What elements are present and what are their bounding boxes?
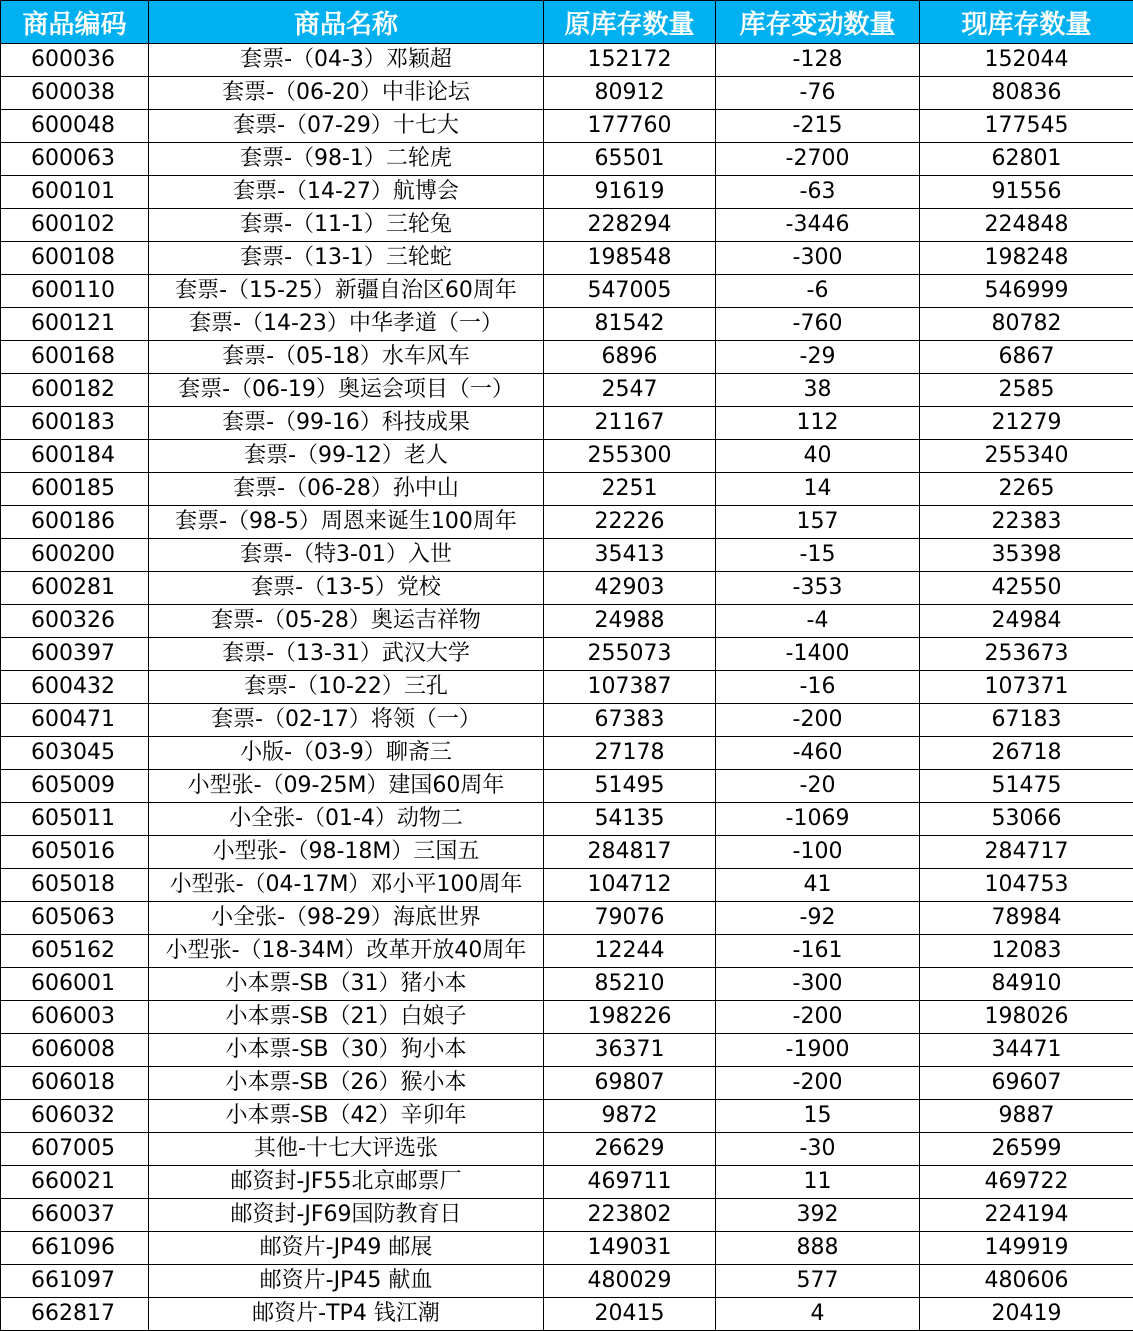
product-code-cell[interactable]: 600200 bbox=[1, 539, 149, 572]
product-name-cell[interactable]: 套票-（98-1）二轮虎 bbox=[149, 143, 544, 176]
stock-change-cell[interactable]: 392 bbox=[716, 1199, 920, 1232]
current-stock-cell[interactable]: 53066 bbox=[920, 803, 1133, 836]
original-stock-cell[interactable]: 12244 bbox=[544, 935, 716, 968]
stock-change-cell[interactable]: -200 bbox=[716, 1067, 920, 1100]
table-row[interactable] bbox=[1, 1199, 1133, 1232]
table-row[interactable] bbox=[1, 1001, 1133, 1034]
product-name-cell[interactable]: 套票-（99-16）科技成果 bbox=[149, 407, 544, 440]
current-stock-cell[interactable]: 22383 bbox=[920, 506, 1133, 539]
current-stock-cell[interactable]: 177545 bbox=[920, 110, 1133, 143]
original-stock-cell[interactable]: 80912 bbox=[544, 77, 716, 110]
product-name-cell[interactable]: 邮资片-JP49 邮展 bbox=[149, 1232, 544, 1265]
product-code-cell[interactable]: 606018 bbox=[1, 1067, 149, 1100]
original-stock-cell[interactable]: 6896 bbox=[544, 341, 716, 374]
original-stock-cell[interactable]: 104712 bbox=[544, 869, 716, 902]
current-stock-cell[interactable]: 91556 bbox=[920, 176, 1133, 209]
stock-change-cell[interactable]: -300 bbox=[716, 968, 920, 1001]
product-code-cell[interactable]: 607005 bbox=[1, 1133, 149, 1166]
stock-change-cell[interactable]: -6 bbox=[716, 275, 920, 308]
table-row[interactable] bbox=[1, 1166, 1133, 1199]
product-name-cell[interactable]: 套票-（13-5）党校 bbox=[149, 572, 544, 605]
table-row[interactable] bbox=[1, 275, 1133, 308]
original-stock-cell[interactable]: 547005 bbox=[544, 275, 716, 308]
original-stock-cell[interactable]: 65501 bbox=[544, 143, 716, 176]
product-code-cell[interactable]: 661096 bbox=[1, 1232, 149, 1265]
product-code-cell[interactable]: 605162 bbox=[1, 935, 149, 968]
product-name-cell[interactable]: 套票-（02-17）将领（一） bbox=[149, 704, 544, 737]
product-code-cell[interactable]: 606008 bbox=[1, 1034, 149, 1067]
table-row[interactable] bbox=[1, 110, 1133, 143]
current-stock-cell[interactable]: 546999 bbox=[920, 275, 1133, 308]
current-stock-cell[interactable]: 84910 bbox=[920, 968, 1133, 1001]
table-row[interactable] bbox=[1, 605, 1133, 638]
table-row[interactable] bbox=[1, 737, 1133, 770]
original-stock-cell[interactable]: 27178 bbox=[544, 737, 716, 770]
product-code-cell[interactable]: 600108 bbox=[1, 242, 149, 275]
stock-change-cell[interactable]: -300 bbox=[716, 242, 920, 275]
table-row[interactable] bbox=[1, 1298, 1133, 1331]
current-stock-cell[interactable]: 80782 bbox=[920, 308, 1133, 341]
product-name-cell[interactable]: 小全张-（98-29）海底世界 bbox=[149, 902, 544, 935]
product-code-cell[interactable]: 606032 bbox=[1, 1100, 149, 1133]
product-code-cell[interactable]: 600183 bbox=[1, 407, 149, 440]
current-stock-cell[interactable]: 255340 bbox=[920, 440, 1133, 473]
product-name-cell[interactable]: 套票-（98-5）周恩来诞生100周年 bbox=[149, 506, 544, 539]
product-name-cell[interactable]: 小本票-SB（31）猪小本 bbox=[149, 968, 544, 1001]
column-header-product-code[interactable]: 商品编码 bbox=[1, 1, 149, 44]
product-code-cell[interactable]: 600184 bbox=[1, 440, 149, 473]
stock-change-cell[interactable]: -2700 bbox=[716, 143, 920, 176]
stock-change-cell[interactable]: 38 bbox=[716, 374, 920, 407]
product-code-cell[interactable]: 600471 bbox=[1, 704, 149, 737]
stock-change-cell[interactable]: -92 bbox=[716, 902, 920, 935]
stock-change-cell[interactable]: 4 bbox=[716, 1298, 920, 1331]
table-row[interactable] bbox=[1, 374, 1133, 407]
current-stock-cell[interactable]: 42550 bbox=[920, 572, 1133, 605]
stock-change-cell[interactable]: -76 bbox=[716, 77, 920, 110]
original-stock-cell[interactable]: 54135 bbox=[544, 803, 716, 836]
table-row[interactable] bbox=[1, 440, 1133, 473]
stock-change-cell[interactable]: -63 bbox=[716, 176, 920, 209]
original-stock-cell[interactable]: 198226 bbox=[544, 1001, 716, 1034]
table-row[interactable] bbox=[1, 44, 1133, 77]
current-stock-cell[interactable]: 107371 bbox=[920, 671, 1133, 704]
stock-change-cell[interactable]: -4 bbox=[716, 605, 920, 638]
table-row[interactable] bbox=[1, 308, 1133, 341]
current-stock-cell[interactable]: 34471 bbox=[920, 1034, 1133, 1067]
product-name-cell[interactable]: 套票-（13-1）三轮蛇 bbox=[149, 242, 544, 275]
product-code-cell[interactable]: 600101 bbox=[1, 176, 149, 209]
column-header-product-name[interactable]: 商品名称 bbox=[149, 1, 544, 44]
product-code-cell[interactable]: 605009 bbox=[1, 770, 149, 803]
product-code-cell[interactable]: 605018 bbox=[1, 869, 149, 902]
product-name-cell[interactable]: 套票-（14-27）航博会 bbox=[149, 176, 544, 209]
original-stock-cell[interactable]: 469711 bbox=[544, 1166, 716, 1199]
current-stock-cell[interactable]: 149919 bbox=[920, 1232, 1133, 1265]
product-code-cell[interactable]: 600182 bbox=[1, 374, 149, 407]
original-stock-cell[interactable]: 9872 bbox=[544, 1100, 716, 1133]
original-stock-cell[interactable]: 67383 bbox=[544, 704, 716, 737]
stock-change-cell[interactable]: 888 bbox=[716, 1232, 920, 1265]
product-code-cell[interactable]: 600102 bbox=[1, 209, 149, 242]
current-stock-cell[interactable]: 2585 bbox=[920, 374, 1133, 407]
product-code-cell[interactable]: 661097 bbox=[1, 1265, 149, 1298]
table-row[interactable] bbox=[1, 869, 1133, 902]
table-row[interactable] bbox=[1, 209, 1133, 242]
current-stock-cell[interactable]: 69607 bbox=[920, 1067, 1133, 1100]
product-name-cell[interactable]: 其他-十七大评选张 bbox=[149, 1133, 544, 1166]
product-code-cell[interactable]: 600185 bbox=[1, 473, 149, 506]
product-code-cell[interactable]: 606003 bbox=[1, 1001, 149, 1034]
current-stock-cell[interactable]: 80836 bbox=[920, 77, 1133, 110]
stock-change-cell[interactable]: 577 bbox=[716, 1265, 920, 1298]
table-row[interactable] bbox=[1, 1232, 1133, 1265]
original-stock-cell[interactable]: 149031 bbox=[544, 1232, 716, 1265]
table-row[interactable] bbox=[1, 143, 1133, 176]
stock-change-cell[interactable]: -15 bbox=[716, 539, 920, 572]
original-stock-cell[interactable]: 177760 bbox=[544, 110, 716, 143]
stock-change-cell[interactable]: -200 bbox=[716, 1001, 920, 1034]
product-name-cell[interactable]: 套票-（05-18）水车风车 bbox=[149, 341, 544, 374]
original-stock-cell[interactable]: 228294 bbox=[544, 209, 716, 242]
stock-change-cell[interactable]: -1069 bbox=[716, 803, 920, 836]
product-name-cell[interactable]: 邮资片-JP45 献血 bbox=[149, 1265, 544, 1298]
original-stock-cell[interactable]: 26629 bbox=[544, 1133, 716, 1166]
product-name-cell[interactable]: 套票-（11-1）三轮兔 bbox=[149, 209, 544, 242]
original-stock-cell[interactable]: 69807 bbox=[544, 1067, 716, 1100]
original-stock-cell[interactable]: 81542 bbox=[544, 308, 716, 341]
table-row[interactable] bbox=[1, 242, 1133, 275]
product-code-cell[interactable]: 600036 bbox=[1, 44, 149, 77]
table-body bbox=[1, 44, 1133, 1331]
stock-change-cell[interactable]: -29 bbox=[716, 341, 920, 374]
original-stock-cell[interactable]: 198548 bbox=[544, 242, 716, 275]
original-stock-cell[interactable]: 2547 bbox=[544, 374, 716, 407]
column-header-current-stock[interactable]: 现库存数量 bbox=[920, 1, 1133, 44]
table-row[interactable] bbox=[1, 671, 1133, 704]
current-stock-cell[interactable]: 469722 bbox=[920, 1166, 1133, 1199]
product-code-cell[interactable]: 600063 bbox=[1, 143, 149, 176]
current-stock-cell[interactable]: 78984 bbox=[920, 902, 1133, 935]
product-name-cell[interactable]: 小版-（03-9）聊斋三 bbox=[149, 737, 544, 770]
product-code-cell[interactable]: 600038 bbox=[1, 77, 149, 110]
product-code-cell[interactable]: 600048 bbox=[1, 110, 149, 143]
table-row[interactable] bbox=[1, 1265, 1133, 1298]
current-stock-cell[interactable]: 104753 bbox=[920, 869, 1133, 902]
stock-change-cell[interactable]: -760 bbox=[716, 308, 920, 341]
product-code-cell[interactable]: 660037 bbox=[1, 1199, 149, 1232]
current-stock-cell[interactable]: 51475 bbox=[920, 770, 1133, 803]
current-stock-cell[interactable]: 62801 bbox=[920, 143, 1133, 176]
original-stock-cell[interactable]: 36371 bbox=[544, 1034, 716, 1067]
product-name-cell[interactable]: 小本票-SB（30）狗小本 bbox=[149, 1034, 544, 1067]
table-row[interactable] bbox=[1, 1034, 1133, 1067]
table-row[interactable] bbox=[1, 341, 1133, 374]
original-stock-cell[interactable]: 35413 bbox=[544, 539, 716, 572]
current-stock-cell[interactable]: 253673 bbox=[920, 638, 1133, 671]
product-code-cell[interactable]: 605011 bbox=[1, 803, 149, 836]
stock-change-cell[interactable]: -200 bbox=[716, 704, 920, 737]
current-stock-cell[interactable]: 9887 bbox=[920, 1100, 1133, 1133]
original-stock-cell[interactable]: 24988 bbox=[544, 605, 716, 638]
product-name-cell[interactable]: 套票-（特3-01）入世 bbox=[149, 539, 544, 572]
original-stock-cell[interactable]: 85210 bbox=[544, 968, 716, 1001]
product-name-cell[interactable]: 套票-（14-23）中华孝道（一） bbox=[149, 308, 544, 341]
table-row[interactable] bbox=[1, 935, 1133, 968]
table-row[interactable] bbox=[1, 638, 1133, 671]
stock-change-cell[interactable]: 157 bbox=[716, 506, 920, 539]
product-name-cell[interactable]: 小本票-SB（42）辛卯年 bbox=[149, 1100, 544, 1133]
product-name-cell[interactable]: 小型张-（09-25M）建国60周年 bbox=[149, 770, 544, 803]
product-code-cell[interactable]: 600326 bbox=[1, 605, 149, 638]
original-stock-cell[interactable]: 20415 bbox=[544, 1298, 716, 1331]
product-code-cell[interactable]: 603045 bbox=[1, 737, 149, 770]
column-header-original-stock[interactable]: 原库存数量 bbox=[544, 1, 716, 44]
current-stock-cell[interactable]: 26599 bbox=[920, 1133, 1133, 1166]
product-name-cell[interactable]: 套票-（13-31）武汉大学 bbox=[149, 638, 544, 671]
current-stock-cell[interactable]: 198026 bbox=[920, 1001, 1133, 1034]
table-row[interactable] bbox=[1, 539, 1133, 572]
product-name-cell[interactable]: 套票-（99-12）老人 bbox=[149, 440, 544, 473]
current-stock-cell[interactable]: 224194 bbox=[920, 1199, 1133, 1232]
product-name-cell[interactable]: 小本票-SB（26）猴小本 bbox=[149, 1067, 544, 1100]
stock-change-cell[interactable]: 15 bbox=[716, 1100, 920, 1133]
current-stock-cell[interactable]: 67183 bbox=[920, 704, 1133, 737]
table-row[interactable] bbox=[1, 77, 1133, 110]
current-stock-cell[interactable]: 20419 bbox=[920, 1298, 1133, 1331]
table-row[interactable] bbox=[1, 803, 1133, 836]
original-stock-cell[interactable]: 480029 bbox=[544, 1265, 716, 1298]
product-name-cell[interactable]: 小型张-（98-18M）三国五 bbox=[149, 836, 544, 869]
product-name-cell[interactable]: 套票-（10-22）三孔 bbox=[149, 671, 544, 704]
current-stock-cell[interactable]: 12083 bbox=[920, 935, 1133, 968]
table-row[interactable] bbox=[1, 1133, 1133, 1166]
product-name-cell[interactable]: 套票-（06-28）孙中山 bbox=[149, 473, 544, 506]
table-row[interactable] bbox=[1, 704, 1133, 737]
stock-change-cell[interactable]: -460 bbox=[716, 737, 920, 770]
original-stock-cell[interactable]: 152172 bbox=[544, 44, 716, 77]
table-row[interactable] bbox=[1, 770, 1133, 803]
original-stock-cell[interactable]: 22226 bbox=[544, 506, 716, 539]
table-row[interactable] bbox=[1, 506, 1133, 539]
current-stock-cell[interactable]: 224848 bbox=[920, 209, 1133, 242]
product-code-cell[interactable]: 600168 bbox=[1, 341, 149, 374]
product-name-cell[interactable]: 套票-（04-3）邓颖超 bbox=[149, 44, 544, 77]
original-stock-cell[interactable]: 42903 bbox=[544, 572, 716, 605]
stock-change-cell[interactable]: -16 bbox=[716, 671, 920, 704]
stock-change-cell[interactable]: -161 bbox=[716, 935, 920, 968]
stock-change-cell[interactable]: -353 bbox=[716, 572, 920, 605]
stock-change-cell[interactable]: 11 bbox=[716, 1166, 920, 1199]
product-name-cell[interactable]: 小型张-（18-34M）改革开放40周年 bbox=[149, 935, 544, 968]
table-row[interactable] bbox=[1, 968, 1133, 1001]
original-stock-cell[interactable]: 91619 bbox=[544, 176, 716, 209]
original-stock-cell[interactable]: 107387 bbox=[544, 671, 716, 704]
stock-change-cell[interactable]: -1400 bbox=[716, 638, 920, 671]
current-stock-cell[interactable]: 2265 bbox=[920, 473, 1133, 506]
stock-change-cell[interactable]: -3446 bbox=[716, 209, 920, 242]
product-code-cell[interactable]: 605063 bbox=[1, 902, 149, 935]
product-name-cell[interactable]: 小本票-SB（21）白娘子 bbox=[149, 1001, 544, 1034]
original-stock-cell[interactable]: 255073 bbox=[544, 638, 716, 671]
stock-change-cell[interactable]: -215 bbox=[716, 110, 920, 143]
product-name-cell[interactable]: 套票-（06-19）奥运会项目（一） bbox=[149, 374, 544, 407]
current-stock-cell[interactable]: 26718 bbox=[920, 737, 1133, 770]
original-stock-cell[interactable]: 223802 bbox=[544, 1199, 716, 1232]
product-code-cell[interactable]: 600432 bbox=[1, 671, 149, 704]
column-header-stock-change[interactable]: 库存变动数量 bbox=[716, 1, 920, 44]
header-row bbox=[1, 1, 1133, 44]
product-code-cell[interactable]: 660021 bbox=[1, 1166, 149, 1199]
product-code-cell[interactable]: 600186 bbox=[1, 506, 149, 539]
stock-change-cell[interactable]: -100 bbox=[716, 836, 920, 869]
product-name-cell[interactable]: 邮资封-JF69国防教育日 bbox=[149, 1199, 544, 1232]
product-code-cell[interactable]: 600281 bbox=[1, 572, 149, 605]
product-name-cell[interactable]: 邮资片-TP4 钱江潮 bbox=[149, 1298, 544, 1331]
product-name-cell[interactable]: 套票-（07-29）十七大 bbox=[149, 110, 544, 143]
table-row[interactable] bbox=[1, 407, 1133, 440]
table-row[interactable] bbox=[1, 572, 1133, 605]
original-stock-cell[interactable]: 79076 bbox=[544, 902, 716, 935]
stock-change-cell[interactable]: -30 bbox=[716, 1133, 920, 1166]
original-stock-cell[interactable]: 21167 bbox=[544, 407, 716, 440]
product-code-cell[interactable]: 600121 bbox=[1, 308, 149, 341]
product-code-cell[interactable]: 662817 bbox=[1, 1298, 149, 1331]
product-code-cell[interactable]: 600397 bbox=[1, 638, 149, 671]
stock-change-cell[interactable]: 41 bbox=[716, 869, 920, 902]
current-stock-cell[interactable]: 152044 bbox=[920, 44, 1133, 77]
product-code-cell[interactable]: 605016 bbox=[1, 836, 149, 869]
product-name-cell[interactable]: 小型张-（04-17M）邓小平100周年 bbox=[149, 869, 544, 902]
table-row[interactable] bbox=[1, 902, 1133, 935]
current-stock-cell[interactable]: 198248 bbox=[920, 242, 1133, 275]
product-name-cell[interactable]: 套票-（15-25）新疆自治区60周年 bbox=[149, 275, 544, 308]
table-row[interactable] bbox=[1, 1067, 1133, 1100]
stock-change-cell[interactable]: -20 bbox=[716, 770, 920, 803]
current-stock-cell[interactable]: 35398 bbox=[920, 539, 1133, 572]
table-row[interactable] bbox=[1, 836, 1133, 869]
product-name-cell[interactable]: 套票-（06-20）中非论坛 bbox=[149, 77, 544, 110]
stock-change-cell[interactable]: 40 bbox=[716, 440, 920, 473]
stock-change-cell[interactable]: -128 bbox=[716, 44, 920, 77]
original-stock-cell[interactable]: 255300 bbox=[544, 440, 716, 473]
product-name-cell[interactable]: 套票-（05-28）奥运吉祥物 bbox=[149, 605, 544, 638]
table-row[interactable] bbox=[1, 473, 1133, 506]
original-stock-cell[interactable]: 284817 bbox=[544, 836, 716, 869]
product-code-cell[interactable]: 600110 bbox=[1, 275, 149, 308]
stock-change-cell[interactable]: 14 bbox=[716, 473, 920, 506]
original-stock-cell[interactable]: 51495 bbox=[544, 770, 716, 803]
product-name-cell[interactable]: 邮资封-JF55北京邮票厂 bbox=[149, 1166, 544, 1199]
stock-change-cell[interactable]: -1900 bbox=[716, 1034, 920, 1067]
original-stock-cell[interactable]: 2251 bbox=[544, 473, 716, 506]
stock-change-cell[interactable]: 112 bbox=[716, 407, 920, 440]
current-stock-cell[interactable]: 284717 bbox=[920, 836, 1133, 869]
current-stock-cell[interactable]: 24984 bbox=[920, 605, 1133, 638]
product-code-cell[interactable]: 606001 bbox=[1, 968, 149, 1001]
current-stock-cell[interactable]: 6867 bbox=[920, 341, 1133, 374]
table-row[interactable] bbox=[1, 176, 1133, 209]
current-stock-cell[interactable]: 21279 bbox=[920, 407, 1133, 440]
product-name-cell[interactable]: 小全张-（01-4）动物二 bbox=[149, 803, 544, 836]
current-stock-cell[interactable]: 480606 bbox=[920, 1265, 1133, 1298]
table-row[interactable] bbox=[1, 1100, 1133, 1133]
